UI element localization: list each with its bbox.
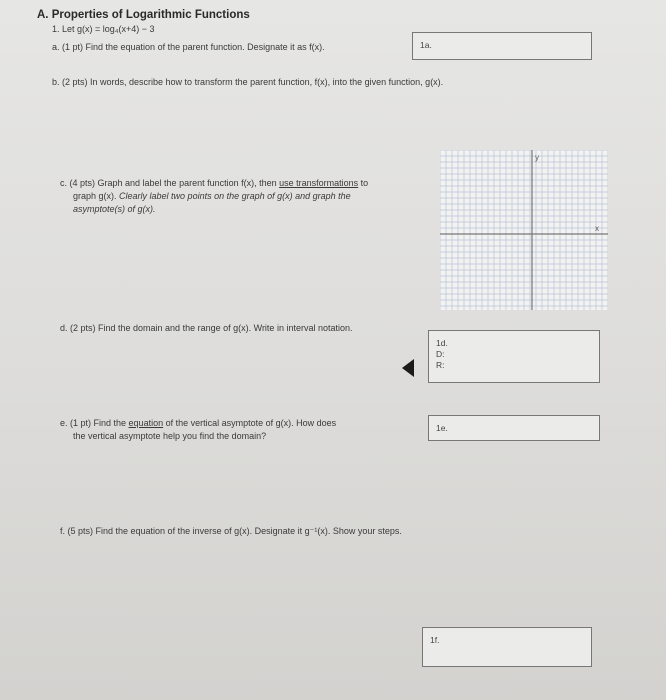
q1d-box-content: 1d. D: R: bbox=[436, 338, 448, 370]
y-axis-label: y bbox=[535, 153, 539, 162]
q1b-text: b. (2 pts) In words, describe how to transform the parent function, f(x), into the given function, g(x). bbox=[52, 77, 444, 87]
q1a-text: a. (1 pt) Find the equation of the parent function. Designate it as f(x). bbox=[52, 42, 325, 52]
mouse-cursor-icon bbox=[400, 357, 418, 379]
q1f-text: f. (5 pts) Find the equation of the inverse of g(x). Designate it g⁻¹(x). Show your steps. bbox=[60, 526, 402, 536]
q1c-text bbox=[60, 177, 440, 216]
q1a-box-label: 1a. bbox=[420, 40, 432, 50]
q1d-text: d. (2 pts) Find the domain and the range of g(x). Write in interval notation. bbox=[60, 323, 353, 333]
q1c-line1: c. (4 pts) Graph and label the parent function f(x), then use transformations to bbox=[60, 178, 369, 188]
q1c-line3: asymptote(s) of g(x). bbox=[73, 204, 156, 214]
x-axis-label: x bbox=[595, 224, 599, 233]
section-title: A. Properties of Logarithmic Functions bbox=[37, 9, 250, 21]
q1a-answer-box[interactable] bbox=[412, 32, 592, 60]
coordinate-grid[interactable] bbox=[440, 150, 608, 310]
q1e-line1: e. (1 pt) Find the equation of the vertical asymptote of g(x). How does bbox=[60, 418, 337, 428]
q1d-answer-box[interactable] bbox=[428, 330, 600, 383]
q1e-answer-box[interactable] bbox=[428, 415, 600, 441]
q1f-box-label: 1f. bbox=[430, 635, 440, 645]
q1-intro: 1. Let g(x) = log₄(x+4) − 3 bbox=[52, 24, 155, 34]
q1e-line2: the vertical asymptote help you find the domain? bbox=[73, 431, 267, 441]
q1e-text bbox=[60, 417, 410, 443]
q1f-answer-box[interactable] bbox=[422, 627, 592, 667]
q1e-box-label: 1e. bbox=[436, 423, 448, 433]
q1c-line2: graph g(x). Clearly label two points on the graph of g(x) and graph the bbox=[73, 191, 351, 201]
